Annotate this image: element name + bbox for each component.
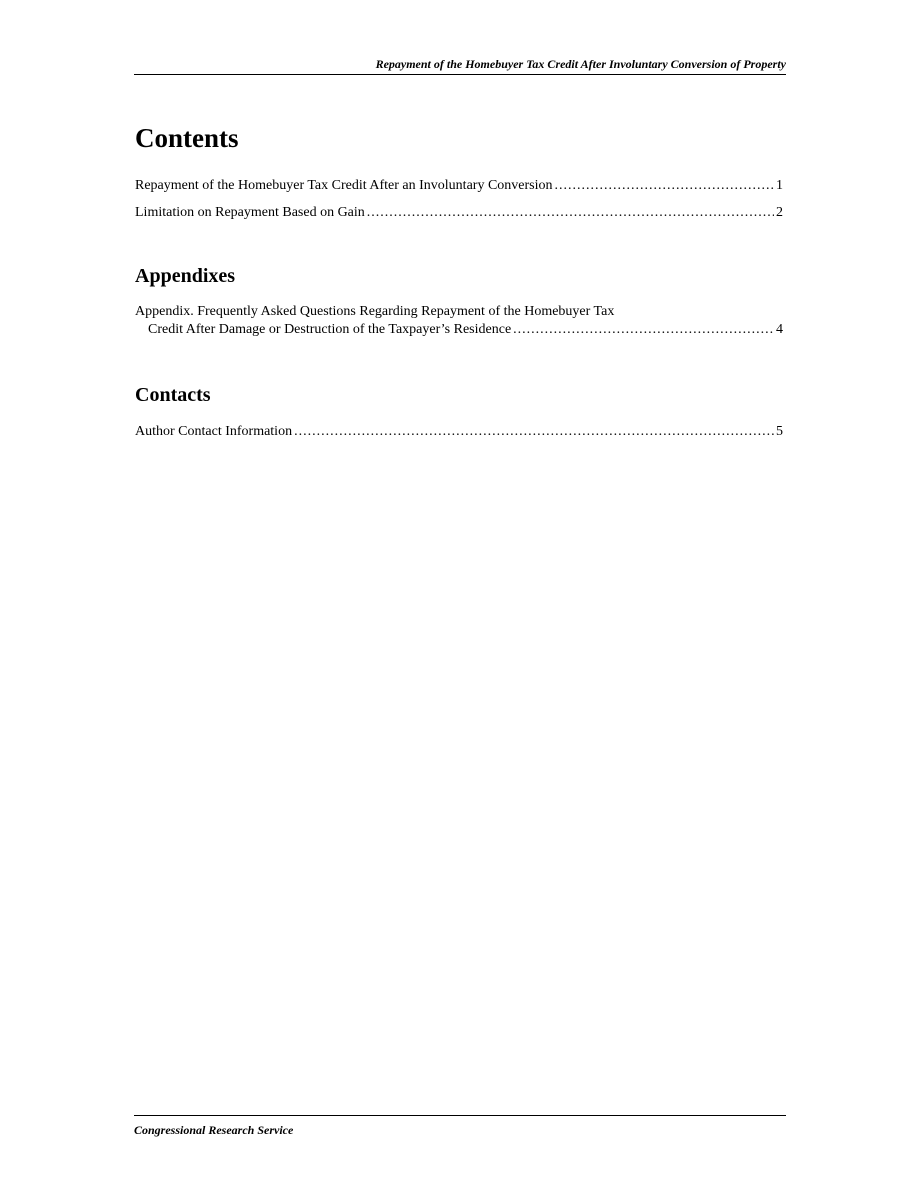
dot-leader xyxy=(367,204,774,222)
contents-heading: Contents xyxy=(135,123,239,153)
toc-entry-title: Limitation on Repayment Based on Gain xyxy=(135,205,365,220)
toc-entry[interactable] xyxy=(135,303,783,339)
dot-leader xyxy=(294,423,774,441)
toc-entry-page: 1 xyxy=(776,178,783,193)
toc-entry[interactable] xyxy=(135,423,783,441)
dot-leader xyxy=(555,177,775,195)
toc-entry-title: Repayment of the Homebuyer Tax Credit After an Involuntary Conversion xyxy=(135,178,553,193)
contacts-heading: Contacts xyxy=(135,384,211,406)
toc-entry-title-line2: Credit After Damage or Destruction of the Taxpayer’s Residence xyxy=(148,322,512,337)
toc-entry-page: 2 xyxy=(776,205,783,220)
toc-entry-title: Author Contact Information xyxy=(135,424,293,439)
toc-entry-page: 5 xyxy=(776,424,783,439)
dot-leader xyxy=(513,321,774,339)
toc-entry[interactable] xyxy=(135,204,783,222)
toc-entry-page: 4 xyxy=(776,322,783,337)
page-footer: Congressional Research Service xyxy=(134,1115,786,1138)
running-header: Repayment of the Homebuyer Tax Credit After Involuntary Conversion of Property xyxy=(134,57,786,75)
toc-entry[interactable] xyxy=(135,177,783,195)
appendixes-heading: Appendixes xyxy=(135,265,236,287)
toc-entry-title-line1: Appendix. Frequently Asked Questions Regarding Repayment of the Homebuyer Tax xyxy=(135,304,615,319)
